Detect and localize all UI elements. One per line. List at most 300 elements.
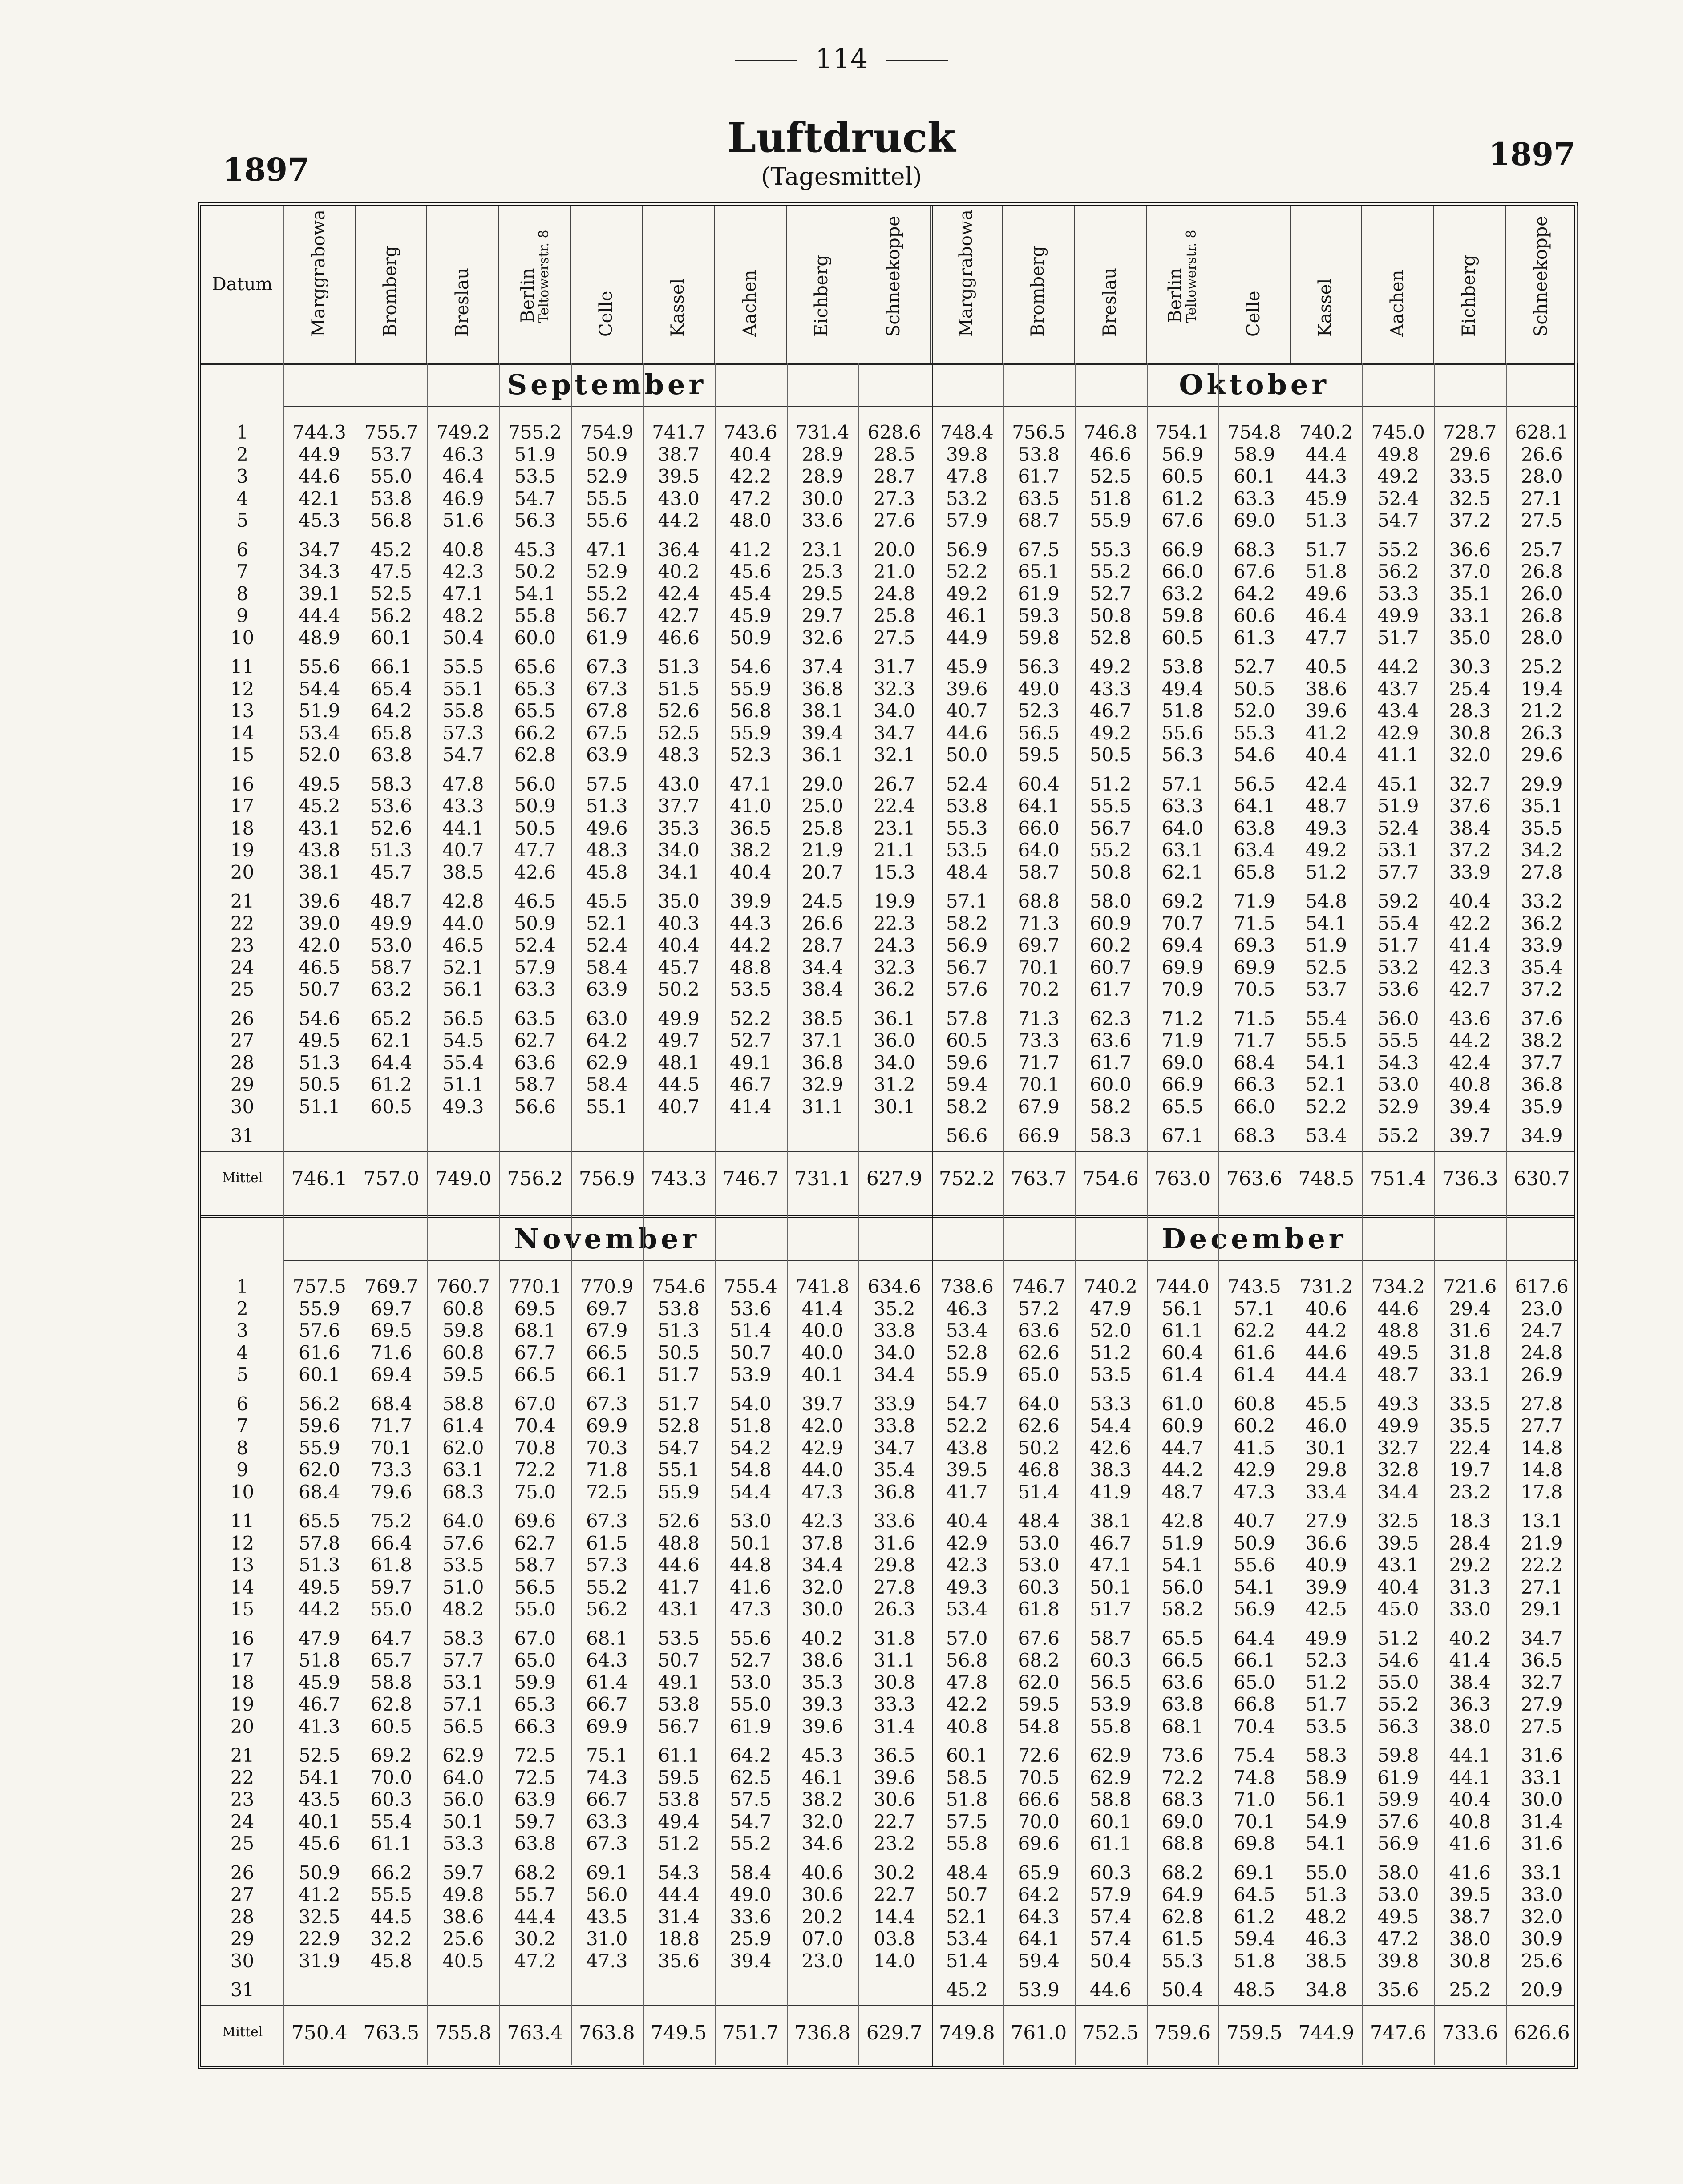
pressure-value: 52.4 [514,934,556,956]
station-name [309,210,328,337]
pressure-value: 50.1 [442,1810,484,1833]
pressure-value: 45.6 [729,561,772,582]
pressure-value: 53.8 [370,487,412,509]
table-row [201,1459,1574,1479]
day-number: 17 [230,1649,255,1671]
day-number: 14 [230,722,255,744]
pressure-value: 56.2 [1377,561,1419,582]
pressure-value: 51.3 [1305,509,1347,531]
pressure-value: 30.0 [801,487,843,509]
pressure-value: 70.1 [1233,1810,1275,1833]
pressure-value: 60.2 [1233,1415,1275,1437]
pressure-value: 38.0 [1449,1928,1491,1950]
pressure-value: 44.2 [1377,656,1419,678]
pressure-value: 52.2 [1305,1095,1347,1118]
pressure-value: 57.6 [1377,1810,1419,1833]
pressure-value: 52.8 [658,1415,700,1437]
pressure-value: 61.7 [1018,465,1060,487]
station-name-text: Aachen [1387,270,1408,337]
pressure-value: 55.5 [1305,1029,1347,1051]
pressure-value: 39.6 [1305,700,1347,722]
pressure-value: 50.1 [1089,1576,1132,1598]
pressure-value: 25.0 [801,795,843,817]
pressure-value: 66.0 [1161,561,1203,582]
month-title: December [931,1218,1578,1261]
pressure-value: 71.6 [370,1341,412,1364]
pressure-value: 58.0 [1089,890,1132,912]
pressure-value: 48.8 [729,956,772,978]
pressure-value: 55.3 [1233,722,1275,744]
pressure-value: 52.9 [1377,1095,1419,1118]
pressure-value: 65.2 [370,1007,412,1029]
pressure-value: 44.5 [370,1905,412,1928]
day-number: 3 [236,465,248,487]
pressure-value: 51.2 [1089,1341,1132,1364]
pressure-value: 32.5 [1377,1510,1419,1532]
pressure-value: 754.1 [1156,421,1210,443]
pressure-value: 37.6 [1449,795,1491,817]
pressure-value: 44.6 [298,465,340,487]
station-header [1003,206,1075,363]
mittel-value: 757.0 [363,1167,420,1190]
pressure-value: 59.5 [1018,1693,1060,1715]
day-number: 18 [230,1671,255,1693]
pressure-value: 54.1 [514,582,556,605]
pressure-value: 27.3 [873,487,915,509]
pressure-value: 47.8 [946,465,988,487]
pressure-value: 45.1 [1377,773,1419,795]
pressure-value: 58.7 [1089,1627,1132,1649]
pressure-value: 70.5 [1233,978,1275,1000]
pressure-value: 40.1 [801,1364,843,1385]
pressure-value: 42.2 [946,1693,988,1715]
pressure-value: 731.4 [796,421,850,443]
pressure-value: 13.1 [1521,1510,1563,1532]
pressure-value: 53.5 [946,839,988,861]
pressure-value: 24.5 [801,890,843,912]
pressure-value: 33.0 [1449,1598,1491,1620]
pressure-value: 64.7 [370,1627,412,1649]
pressure-value: 34.7 [873,722,915,744]
pressure-value: 60.1 [298,1364,340,1385]
pressure-value: 52.0 [298,744,340,766]
pressure-value: 69.6 [1018,1833,1060,1854]
pressure-value: 44.5 [658,1074,700,1095]
station-header [427,206,499,363]
pressure-value: 63.5 [1018,487,1060,509]
pressure-value: 64.1 [1233,795,1275,817]
pressure-value: 42.8 [442,890,484,912]
station-name [453,268,472,337]
pressure-value: 60.7 [1089,956,1132,978]
pressure-value: 65.6 [514,656,556,678]
pressure-value: 49.9 [1305,1627,1347,1649]
day-number: 27 [230,1884,255,1905]
pressure-value: 55.6 [586,509,628,531]
pressure-value: 28.7 [873,465,915,487]
pressure-value: 68.3 [442,1481,484,1503]
table-row [201,1510,1574,1530]
pressure-value: 55.4 [370,1810,412,1833]
pressure-value: 59.3 [1018,605,1060,626]
pressure-value: 44.9 [946,626,988,649]
pressure-value: 740.2 [1084,1276,1137,1297]
pressure-value: 29.8 [873,1554,915,1576]
pressure-value: 65.7 [370,1649,412,1671]
pressure-value: 66.0 [1233,1095,1275,1118]
pressure-value: 68.3 [1233,538,1275,561]
pressure-value: 69.0 [1233,509,1275,531]
station-header [1434,206,1506,363]
pressure-value: 27.9 [1521,1693,1563,1715]
pressure-value: 25.4 [1449,678,1491,700]
pressure-value: 29.6 [1521,744,1563,766]
pressure-value: 35.3 [801,1671,843,1693]
pressure-value: 48.2 [442,1598,484,1620]
pressure-value: 54.0 [729,1393,772,1415]
pressure-value: 36.6 [1305,1532,1347,1554]
pressure-value: 67.8 [586,700,628,722]
day-number: 28 [230,1905,255,1928]
pressure-value: 67.6 [1233,561,1275,582]
pressure-value: 30.2 [514,1928,556,1950]
pressure-value: 45.9 [729,605,772,626]
pressure-value: 59.5 [658,1766,700,1788]
pressure-value: 56.8 [370,509,412,531]
pressure-value: 70.8 [514,1437,556,1459]
pressure-value: 31.6 [1521,1744,1563,1766]
pressure-value: 42.0 [801,1415,843,1437]
pressure-value: 19.9 [873,890,915,912]
pressure-value: 46.3 [1305,1928,1347,1950]
pressure-value: 14.8 [1521,1459,1563,1481]
pressure-value: 56.3 [1377,1715,1419,1737]
pressure-value: 65.0 [1018,1364,1060,1385]
table-row [201,1811,1574,1831]
pressure-value: 73.3 [370,1459,412,1481]
pressure-value: 44.1 [1449,1744,1491,1766]
pressure-value: 32.7 [1449,773,1491,795]
station-name [668,279,687,337]
pressure-value: 63.8 [1161,1693,1203,1715]
pressure-value: 33.1 [1521,1766,1563,1788]
pressure-value: 52.8 [1089,626,1132,649]
day-number: 13 [230,700,255,722]
pressure-value: 44.4 [658,1884,700,1905]
pressure-value: 23.2 [1449,1481,1491,1503]
station-header [643,206,715,363]
pressure-value: 21.1 [873,839,915,861]
pressure-value: 63.1 [442,1459,484,1481]
pressure-value: 60.4 [1161,1341,1203,1364]
pressure-value: 70.7 [1161,912,1203,934]
pressure-value: 56.6 [946,1125,988,1146]
pressure-value: 69.9 [1161,956,1203,978]
pressure-value: 63.3 [1161,795,1203,817]
pressure-value: 46.5 [298,956,340,978]
pressure-value: 45.4 [729,582,772,605]
pressure-value: 49.1 [729,1051,772,1074]
pressure-value: 14.0 [873,1950,915,1972]
pressure-value: 15.3 [873,861,915,883]
pressure-value: 51.8 [298,1649,340,1671]
pressure-value: 33.8 [873,1415,915,1437]
pressure-value: 740.2 [1299,421,1353,443]
station-header [571,206,643,363]
pressure-value: 71.7 [370,1415,412,1437]
pressure-value: 25.9 [729,1928,772,1950]
pressure-value: 58.7 [1018,861,1060,883]
pressure-value: 26.8 [1521,605,1563,626]
pressure-value: 744.0 [1156,1276,1210,1297]
pressure-value: 54.8 [1305,890,1347,912]
day-number: 25 [230,1833,255,1854]
pressure-value: 70.2 [1018,978,1060,1000]
table-row [201,656,1574,676]
pressure-value: 59.4 [946,1074,988,1095]
pressure-value: 45.2 [946,1979,988,2001]
mittel-value: 749.8 [939,2022,995,2044]
pressure-value: 50.5 [1233,678,1275,700]
table-row [201,1649,1574,1670]
pressure-value: 49.5 [298,1576,340,1598]
table-row [201,605,1574,625]
pressure-value: 63.6 [1089,1029,1132,1051]
pressure-value: 49.2 [1089,656,1132,678]
pressure-value: 35.3 [658,817,700,839]
pressure-value: 52.2 [946,1415,988,1437]
pressure-value: 42.7 [1449,978,1491,1000]
pressure-value: 34.3 [298,561,340,582]
pressure-value: 39.6 [801,1715,843,1737]
pressure-value: 40.6 [801,1861,843,1884]
table-row [201,722,1574,743]
pressure-value: 32.9 [801,1074,843,1095]
pressure-value: 31.3 [1449,1576,1491,1598]
pressure-value: 53.4 [946,1928,988,1950]
pressure-value: 29.2 [1449,1554,1491,1576]
table-row [201,1928,1574,1948]
pressure-value: 53.0 [1377,1884,1419,1905]
pressure-value: 37.4 [801,656,843,678]
pressure-value: 49.5 [298,1029,340,1051]
pressure-value: 34.0 [658,839,700,861]
pressure-value: 53.5 [514,465,556,487]
pressure-value: 25.2 [1449,1979,1491,2001]
pressure-value: 40.0 [801,1341,843,1364]
pressure-value: 69.1 [586,1861,628,1884]
mittel-value: 756.2 [507,1167,563,1190]
pressure-value: 38.7 [1449,1905,1491,1928]
pressure-value: 26.6 [1521,443,1563,465]
table-row [201,1554,1574,1574]
pressure-value: 43.1 [298,817,340,839]
pressure-value: 51.9 [1377,795,1419,817]
pressure-value: 61.6 [298,1341,340,1364]
pressure-value: 69.7 [370,1297,412,1320]
pressure-value: 41.5 [1233,1437,1275,1459]
pressure-value: 62.0 [1018,1671,1060,1693]
pressure-value: 39.0 [298,912,340,934]
pressure-value: 64.2 [729,1744,772,1766]
pressure-value: 29.4 [1449,1297,1491,1320]
pressure-value: 36.8 [801,678,843,700]
mittel-value: 763.7 [1011,1167,1067,1190]
table-row [201,934,1574,955]
pressure-value: 60.8 [442,1341,484,1364]
day-number: 12 [230,678,255,700]
pressure-value: 756.5 [1012,421,1066,443]
pressure-value: 30.2 [873,1861,915,1884]
pressure-value: 40.4 [1377,1576,1419,1598]
pressure-value: 38.4 [801,978,843,1000]
pressure-value: 49.1 [658,1671,700,1693]
pressure-value: 21.2 [1521,700,1563,722]
pressure-value: 50.0 [946,744,988,766]
pressure-value: 66.3 [514,1715,556,1737]
pressure-value: 33.1 [1449,605,1491,626]
pressure-value: 54.7 [729,1810,772,1833]
pressure-value: 40.8 [442,538,484,561]
pressure-value: 38.2 [801,1788,843,1810]
mittel-value: 630.7 [1513,1167,1570,1190]
pressure-value: 61.6 [1233,1341,1275,1364]
pressure-value: 41.4 [801,1297,843,1320]
pressure-value: 65.5 [1161,1095,1203,1118]
pressure-value: 61.7 [1089,978,1132,1000]
pressure-value: 66.2 [514,722,556,744]
pressure-value: 51.3 [586,795,628,817]
pressure-value: 38.5 [442,861,484,883]
pressure-value: 731.2 [1299,1276,1353,1297]
pressure-value: 29.7 [801,605,843,626]
pressure-value: 44.1 [1449,1766,1491,1788]
day-number: 9 [236,1459,248,1481]
pressure-value: 38.6 [1305,678,1347,700]
pressure-value: 27.1 [1521,487,1563,509]
pressure-value: 32.0 [1521,1905,1563,1928]
pressure-value: 51.7 [1377,626,1419,649]
pressure-value: 54.6 [1377,1649,1419,1671]
pressure-value: 55.5 [370,1884,412,1905]
pressure-value: 31.1 [873,1649,915,1671]
pressure-value: 72.2 [1161,1766,1203,1788]
pressure-value: 50.8 [1089,861,1132,883]
pressure-value: 48.4 [946,1861,988,1884]
pressure-value: 55.5 [1089,795,1132,817]
pressure-value: 28.0 [1521,626,1563,649]
pressure-value: 27.5 [1521,509,1563,531]
table-row [201,1074,1574,1094]
mittel-label: Mittel [222,2024,263,2040]
pressure-value: 32.0 [801,1576,843,1598]
mittel-value: 755.8 [435,2022,491,2044]
pressure-value: 44.2 [1305,1320,1347,1341]
pressure-value: 54.6 [729,656,772,678]
day-number: 15 [230,744,255,766]
pressure-value: 36.1 [873,1007,915,1029]
station-name [1316,279,1335,337]
pressure-value: 53.3 [1377,582,1419,605]
pressure-value: 45.9 [946,656,988,678]
pressure-value: 58.8 [370,1671,412,1693]
pressure-value: 51.2 [1377,1627,1419,1649]
column-line [1003,363,1004,2065]
pressure-value: 44.6 [1305,1341,1347,1364]
pressure-value: 64.2 [1233,582,1275,605]
pressure-value: 68.1 [1161,1715,1203,1737]
pressure-value: 60.5 [1161,465,1203,487]
pressure-value: 63.6 [1018,1320,1060,1341]
station-header [356,206,428,363]
pressure-value: 49.4 [658,1810,700,1833]
pressure-value: 28.7 [801,934,843,956]
pressure-value: 33.6 [729,1905,772,1928]
station-name-text: Kassel [668,278,688,337]
pressure-value: 51.3 [658,1320,700,1341]
day-number: 4 [236,487,248,509]
pressure-value: 42.3 [801,1510,843,1532]
pressure-value: 47.9 [1089,1297,1132,1320]
station-name-text: Breslau [452,267,473,337]
pressure-value: 42.0 [298,934,340,956]
pressure-value: 62.6 [1018,1415,1060,1437]
pressure-value: 49.5 [1377,1905,1419,1928]
pressure-value: 34.0 [873,1341,915,1364]
pressure-value: 43.0 [658,487,700,509]
pressure-value: 54.7 [442,744,484,766]
pressure-value: 59.5 [442,1364,484,1385]
page-subtitle: (Tagesmittel) [761,162,922,190]
pressure-value: 24.8 [873,582,915,605]
pressure-value: 50.4 [442,626,484,649]
pressure-value: 53.7 [1305,978,1347,1000]
pressure-value: 64.1 [1018,1928,1060,1950]
day-number: 29 [230,1074,255,1095]
column-line [1075,363,1076,2065]
pressure-value: 34.1 [658,861,700,883]
pressure-value: 32.6 [801,626,843,649]
pressure-value: 57.6 [298,1320,340,1341]
pressure-value: 46.8 [1018,1459,1060,1481]
pressure-value: 32.0 [801,1810,843,1833]
pressure-value: 56.9 [946,538,988,561]
pressure-value: 39.4 [1449,1095,1491,1118]
pressure-value: 48.9 [298,626,340,649]
mittel-value: 736.3 [1442,1167,1498,1190]
pressure-value: 60.2 [1089,934,1132,956]
pressure-value: 56.2 [586,1598,628,1620]
pressure-value: 56.9 [946,934,988,956]
table-row [201,1481,1574,1502]
pressure-value: 34.0 [873,700,915,722]
pressure-value: 62.9 [1089,1766,1132,1788]
pressure-value: 61.4 [586,1671,628,1693]
pressure-value: 43.7 [1377,678,1419,700]
pressure-value: 60.8 [442,1297,484,1320]
pressure-value: 56.8 [729,700,772,722]
pressure-value: 62.1 [370,1029,412,1051]
pressure-value: 59.5 [1018,744,1060,766]
pressure-value: 56.3 [1161,744,1203,766]
day-number: 20 [230,861,255,883]
pressure-value: 45.9 [1305,487,1347,509]
pressure-value: 755.7 [364,421,418,443]
pressure-value: 57.5 [586,773,628,795]
pressure-value: 35.5 [1449,1415,1491,1437]
pressure-value: 57.1 [1161,773,1203,795]
pressure-value: 42.3 [946,1554,988,1576]
